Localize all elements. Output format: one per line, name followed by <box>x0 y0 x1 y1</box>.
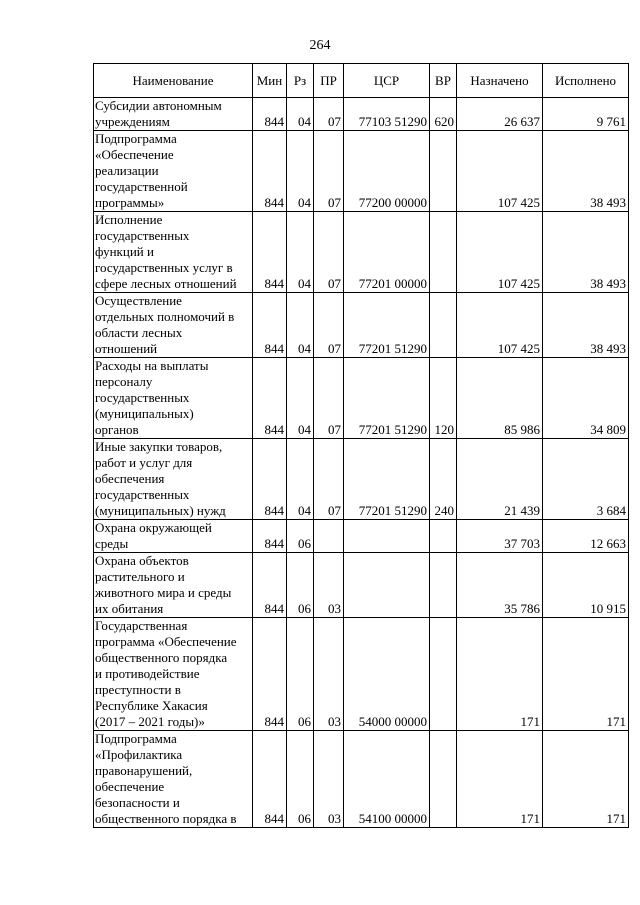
cell-executed: 12 663 <box>543 520 629 553</box>
cell-name: Охрана окружающей среды <box>94 520 253 553</box>
cell-executed: 34 809 <box>543 358 629 439</box>
table-row <box>94 731 629 828</box>
cell-assigned: 171 <box>457 731 543 828</box>
table-row <box>94 212 629 293</box>
cell-executed: 171 <box>543 731 629 828</box>
cell-assigned: 37 703 <box>457 520 543 553</box>
cell-min: 844 <box>253 293 287 358</box>
cell-vr <box>430 212 457 293</box>
cell-executed: 3 684 <box>543 439 629 520</box>
cell-name: Государственная программа «Обеспечение общественного порядка и противодействие преступности в Республике Хакасия (2017 – 2021 годы)» <box>94 618 253 731</box>
cell-vr: 120 <box>430 358 457 439</box>
cell-csr: 77200 00000 <box>344 131 430 212</box>
cell-assigned: 85 986 <box>457 358 543 439</box>
header-name: Наименование <box>94 64 253 98</box>
cell-csr <box>344 520 430 553</box>
cell-rz: 04 <box>287 131 314 212</box>
cell-rz: 04 <box>287 98 314 131</box>
cell-csr <box>344 553 430 618</box>
header-csr: ЦСР <box>344 64 430 98</box>
cell-assigned: 21 439 <box>457 439 543 520</box>
table-header-row <box>94 64 629 98</box>
cell-assigned: 107 425 <box>457 131 543 212</box>
cell-pr: 03 <box>314 618 344 731</box>
cell-assigned: 107 425 <box>457 293 543 358</box>
cell-vr <box>430 731 457 828</box>
cell-csr: 54100 00000 <box>344 731 430 828</box>
cell-vr: 240 <box>430 439 457 520</box>
cell-vr <box>430 618 457 731</box>
cell-name: Подпрограмма «Обеспечение реализации государственной программы» <box>94 131 253 212</box>
header-vr: ВР <box>430 64 457 98</box>
header-rz: Рз <box>287 64 314 98</box>
budget-table <box>93 63 629 828</box>
cell-assigned: 171 <box>457 618 543 731</box>
table-row <box>94 553 629 618</box>
cell-csr: 77201 51290 <box>344 439 430 520</box>
cell-assigned: 107 425 <box>457 212 543 293</box>
cell-pr <box>314 520 344 553</box>
cell-executed: 9 761 <box>543 98 629 131</box>
table-row <box>94 131 629 212</box>
cell-min: 844 <box>253 731 287 828</box>
cell-pr: 07 <box>314 439 344 520</box>
cell-min: 844 <box>253 358 287 439</box>
cell-assigned: 35 786 <box>457 553 543 618</box>
cell-csr: 77201 51290 <box>344 358 430 439</box>
cell-min: 844 <box>253 212 287 293</box>
cell-executed: 38 493 <box>543 131 629 212</box>
cell-executed: 171 <box>543 618 629 731</box>
header-pr: ПР <box>314 64 344 98</box>
cell-executed: 10 915 <box>543 553 629 618</box>
cell-rz: 06 <box>287 520 314 553</box>
table-row <box>94 520 629 553</box>
cell-rz: 06 <box>287 553 314 618</box>
cell-min: 844 <box>253 131 287 212</box>
cell-min: 844 <box>253 439 287 520</box>
header-assigned: Назначено <box>457 64 543 98</box>
cell-pr: 07 <box>314 131 344 212</box>
cell-csr: 54000 00000 <box>344 618 430 731</box>
cell-vr <box>430 520 457 553</box>
table-row <box>94 293 629 358</box>
cell-min: 844 <box>253 520 287 553</box>
cell-name: Субсидии автономным учреждениям <box>94 98 253 131</box>
cell-name: Расходы на выплаты персоналу государственных (муниципальных) органов <box>94 358 253 439</box>
cell-csr: 77201 51290 <box>344 293 430 358</box>
header-min: Мин <box>253 64 287 98</box>
table-row <box>94 618 629 731</box>
cell-vr: 620 <box>430 98 457 131</box>
table-row <box>94 439 629 520</box>
cell-rz: 04 <box>287 358 314 439</box>
cell-name: Иные закупки товаров, работ и услуг для обеспечения государственных (муниципальных) нужд <box>94 439 253 520</box>
cell-pr: 07 <box>314 358 344 439</box>
cell-rz: 04 <box>287 439 314 520</box>
cell-executed: 38 493 <box>543 212 629 293</box>
cell-vr <box>430 131 457 212</box>
cell-csr: 77103 51290 <box>344 98 430 131</box>
cell-rz: 06 <box>287 731 314 828</box>
cell-pr: 07 <box>314 293 344 358</box>
cell-name: Подпрограмма «Профилактика правонарушений, обеспечение безопасности и общественного порядка в <box>94 731 253 828</box>
cell-name: Осуществление отдельных полномочий в области лесных отношений <box>94 293 253 358</box>
cell-name: Охрана объектов растительного и животного мира и среды их обитания <box>94 553 253 618</box>
cell-pr: 07 <box>314 98 344 131</box>
cell-rz: 04 <box>287 212 314 293</box>
cell-executed: 38 493 <box>543 293 629 358</box>
cell-csr: 77201 00000 <box>344 212 430 293</box>
cell-assigned: 26 637 <box>457 98 543 131</box>
cell-vr <box>430 553 457 618</box>
cell-min: 844 <box>253 553 287 618</box>
cell-name: Исполнение государственных функций и государственных услуг в сфере лесных отношений <box>94 212 253 293</box>
cell-vr <box>430 293 457 358</box>
cell-pr: 03 <box>314 731 344 828</box>
cell-rz: 06 <box>287 618 314 731</box>
table-row <box>94 358 629 439</box>
cell-pr: 07 <box>314 212 344 293</box>
cell-pr: 03 <box>314 553 344 618</box>
header-executed: Исполнено <box>543 64 629 98</box>
cell-rz: 04 <box>287 293 314 358</box>
cell-min: 844 <box>253 618 287 731</box>
cell-min: 844 <box>253 98 287 131</box>
table-row <box>94 98 629 131</box>
page-number: 264 <box>309 38 331 53</box>
